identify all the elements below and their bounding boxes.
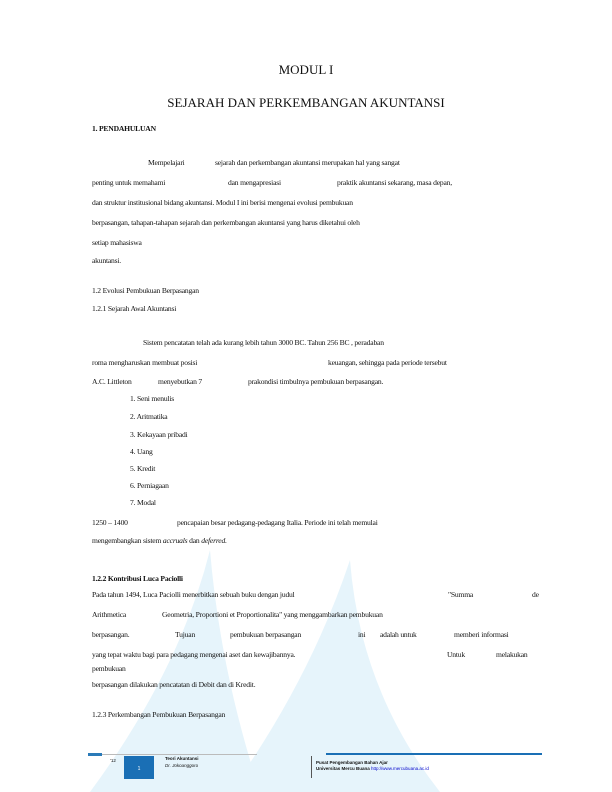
footer-univ: Universitas Mercu Buana: [316, 766, 370, 771]
list-item: 1. Seni menulis: [130, 394, 175, 403]
footer-link[interactable]: http://www.mercubuana.ac.id: [371, 766, 429, 771]
subsection-heading: 1.2.2 Kontribusi Luca Paciolli: [92, 574, 183, 583]
footer-rule-right: [326, 753, 542, 755]
text: Tujuan: [175, 630, 196, 639]
section-heading: 1. PENDAHULUAN: [92, 124, 156, 133]
list-item: 6. Perniagaan: [130, 481, 169, 490]
text: Arithmetica: [92, 610, 127, 619]
module-subtitle: SEJARAH DAN PERKEMBANGAN AKUNTANSI: [167, 95, 445, 110]
text: 1250 – 1400: [92, 518, 128, 527]
footer-rule-left: [88, 753, 102, 756]
list-item: 2. Aritmatika: [130, 412, 168, 421]
list-item: 4. Uang: [130, 447, 153, 456]
text: berpasangan.: [92, 630, 130, 639]
text: Mempelajari: [148, 158, 185, 167]
italic-term: deferred.: [201, 536, 227, 545]
text: melakukan: [496, 650, 528, 659]
footer-center: Pusat Pengembangan Bahan Ajar: [316, 760, 388, 765]
footer-rule: [102, 754, 257, 755]
text: berpasangan, tahapan-tahapan sejarah dan perkembangan akuntansi yang harus diketahui oleh: [92, 218, 360, 227]
text: akuntansi.: [92, 256, 122, 265]
text: sejarah dan perkembangan akuntansi merupakan hal yang sangat: [215, 158, 400, 167]
text: Untuk: [447, 650, 465, 659]
section-heading: 1.2 Evolusi Pembukuan Berpasangan: [92, 286, 199, 295]
italic-term: accruals: [162, 536, 188, 545]
text: memberi informasi: [454, 630, 509, 639]
text: Pada tahun 1494, Luca Paciolli menerbitkan sebuah buku dengan judul: [92, 590, 295, 599]
subsection-heading: 1.2.3 Perkembangan Pembukuan Berpasangan: [92, 710, 226, 719]
text: "Summa: [448, 590, 474, 599]
text: setiap mahasiswa: [92, 238, 142, 247]
text: penting untuk memahami: [92, 178, 166, 187]
list-item: 7. Modal: [130, 498, 156, 507]
text: praktik akuntansi sekarang, masa depan,: [337, 178, 452, 187]
text: adalah untuk: [380, 630, 417, 639]
text: keuangan, sehingga pada periode tersebut: [328, 358, 447, 367]
footer-author: Dr. Jokoanggoro: [165, 763, 199, 768]
text: dan struktur institusional bidang akuntansi. Modul I ini berisi mengenai evolusi pembukuan: [92, 198, 353, 207]
footer-divider: [311, 756, 312, 778]
text: pembukuan: [92, 664, 126, 673]
text: ini: [358, 630, 366, 639]
footer-univ-line: [316, 766, 429, 771]
text: dan mengapresiasi: [228, 178, 281, 187]
text: Sistem pencatatan telah ada kurang lebih tahun 3000 BC. Tahun 256 BC , peradaban: [143, 338, 384, 347]
module-title: MODUL I: [278, 62, 334, 77]
text: A.C. Littleton: [92, 377, 132, 386]
text: de: [532, 590, 539, 599]
text: yang tepat waktu bagi para pedagang mengenai aset dan kewajibannya.: [92, 650, 296, 659]
footer-course: Teori Akuntansi: [165, 756, 199, 761]
list-item: 3. Kekayaan pribadi: [130, 430, 188, 439]
footer-year: '12: [110, 758, 116, 763]
text: mengembangkan sistem: [92, 536, 162, 545]
text-line: [92, 536, 227, 545]
subsection-heading: 1.2.1 Sejarah Awal Akuntansi: [92, 304, 177, 313]
text: pembukuan berpasangan: [230, 630, 302, 639]
text: menyebutkan 7: [158, 377, 203, 386]
text: dan: [189, 536, 200, 545]
text: pencapaian besar pedagang-pedagang Italia. Periode ini telah memulai: [177, 518, 378, 527]
page-number: 1: [124, 756, 154, 779]
text: roma mengharuskan membuat posisi: [92, 358, 198, 367]
text: prakondisi timbulnya pembukuan berpasangan.: [248, 377, 384, 386]
list-item: 5. Kredit: [130, 464, 156, 473]
text: berpasangan dilakukan pencatatan di Debit dan di Kredit.: [92, 680, 256, 689]
text: Geometria, Proportioni et Proportionalita" yang menggambarkan pembukuan: [162, 610, 383, 619]
